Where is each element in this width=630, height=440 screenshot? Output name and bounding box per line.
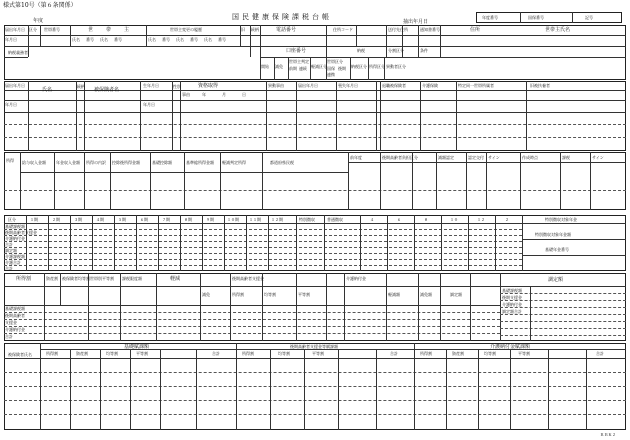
post-deduction-label: 控除後所得金額 — [112, 160, 140, 165]
member-loss-label: 喪失年月日 — [338, 83, 358, 88]
sub-name-8: 氏名 — [204, 37, 212, 42]
calc-per-capita-label: 被保険者均等割 — [62, 276, 90, 281]
retired-insured-label: 退職被保険者 — [382, 83, 406, 88]
taxation-label: 課税 — [562, 155, 570, 160]
right-month-2: ２ — [505, 217, 509, 222]
notice-no-label: 通知書番号 — [420, 27, 440, 32]
qualification-label: 資格取得 — [198, 83, 219, 89]
former-dependent-label: 旧被扶養者 — [530, 83, 550, 88]
start-label: 開始 — [261, 64, 269, 69]
sub-name-0: 氏名 — [72, 37, 80, 42]
account-no-label: 口座番号 — [286, 48, 307, 54]
b-sub-7: 平等割 — [312, 351, 324, 356]
reduction-cert-label: 減額認定 — [438, 155, 454, 160]
b-sub-0: 所得割 — [46, 351, 58, 356]
form-number: 様式第10号（第６条関係） — [3, 2, 77, 9]
sub-name-1: 番号 — [86, 37, 94, 42]
address-label: 住所 — [470, 27, 481, 33]
right-month-12: １２ — [477, 217, 485, 222]
b-sub-10: 資産割 — [452, 351, 464, 356]
calc-income-label: 所得割 — [16, 276, 32, 282]
page-title: 国民健康保険課税台帳 — [232, 13, 332, 21]
inst-row-4: 調定額 — [5, 248, 17, 253]
period-6: ６期 — [140, 217, 148, 222]
light-judge-income-label: 軽減判定所得 — [222, 160, 246, 165]
calc-right-title: 調定額 — [548, 277, 564, 283]
installment-class-label: 区分 — [8, 217, 16, 222]
sub-name-5: 番号 — [162, 37, 170, 42]
calc-household-flat-label: 世帯別平等割 — [90, 276, 114, 281]
inst-row-0: 基礎課税額 — [5, 224, 25, 229]
right-month-8: ８ — [424, 217, 428, 222]
sign-label-1: サイン — [488, 155, 500, 160]
right-month-4: ４ — [370, 217, 374, 222]
right-month-6: ６ — [397, 217, 401, 222]
row2-sub-4: 連携 — [327, 72, 335, 77]
bottom-late-label: 後期高齢者支援金等賦課額 — [290, 344, 338, 349]
calc-reduction-label: 軽減 — [170, 276, 181, 282]
b-sub-9: 所得割 — [420, 351, 432, 356]
late-elderly-label: 後期高齢者負担区分 — [382, 155, 418, 160]
split-label: 分割区分 — [388, 48, 404, 53]
prev-year-label: 前年度 — [350, 155, 362, 160]
period-5: ５期 — [118, 217, 126, 222]
householder-history-label: 世帯主変更の履歴 — [170, 27, 202, 32]
calc-row-2: 支援金 — [5, 320, 17, 325]
calc-income2-label: 所得割 — [232, 292, 244, 297]
member-relation-label: 続柄 — [77, 84, 85, 89]
reduction-label: 減免 — [275, 64, 283, 69]
period-2: ２期 — [52, 217, 60, 222]
year-label: 年度 — [33, 18, 44, 24]
period-12: １２期 — [271, 217, 283, 222]
calc-exemption-amount-label: 減免額 — [420, 292, 432, 297]
cert-issue-label: 認定交付 — [468, 155, 484, 160]
row2-sub-3: 連続 — [299, 66, 307, 71]
tax-class-label: 納税区分 — [351, 64, 367, 69]
old-label: 旧 — [241, 27, 245, 32]
b-sub-2: 均等割 — [106, 351, 118, 356]
period-11: １１期 — [249, 217, 261, 222]
creation-point-label: 作成時点 — [522, 155, 538, 160]
sub-name-6: 氏名 — [176, 37, 184, 42]
b-sub-5: 所得割 — [242, 351, 254, 356]
period-1: １期 — [30, 217, 38, 222]
split2-label: 条件 — [420, 48, 428, 53]
calc-assessed-label: 調定額 — [450, 292, 462, 297]
period-9: ９期 — [206, 217, 214, 222]
sub-name-4: 氏名 — [148, 37, 156, 42]
b-sub-4: 合計 — [212, 351, 220, 356]
b-sub-11: 均等割 — [484, 351, 496, 356]
prefectural-tax-label: 都道府県民税 — [270, 160, 294, 165]
calc-right-1: 後期支援金 — [502, 295, 522, 300]
period-10: １０期 — [227, 217, 239, 222]
loss-label: 区分 — [29, 27, 37, 32]
calc-row-1: 後期高齢者 — [5, 313, 25, 318]
bottom-name-label: 被保険者氏名 — [8, 352, 32, 357]
birth-date-label: 生年月日 — [143, 83, 159, 88]
normal-collection-label: 普通徴収 — [327, 217, 343, 222]
kokuho-no-label: 国保番号 — [528, 15, 544, 20]
b-sub-3: 平等割 — [136, 351, 148, 356]
birth-ymd: 年月日 — [143, 102, 155, 107]
salary-income-label: 給与収入金額 — [22, 160, 46, 165]
period-4: ４期 — [96, 217, 104, 222]
changer-class-label: 異動者区分 — [386, 64, 406, 69]
householder-label-3: 主 — [124, 27, 130, 33]
income-breakdown-label: 所得の内訳 — [86, 160, 106, 165]
inst-row-3: 合計 — [5, 242, 13, 247]
specific-household-label: 特定同一世帯所属者 — [458, 83, 494, 88]
basic-deduction-label: 基礎控除額 — [152, 160, 172, 165]
calc-light-amount-label: 軽減額 — [388, 292, 400, 297]
household-no-label: 世帯番号 — [44, 27, 60, 32]
calc-right-0: 基礎課税額 — [502, 288, 522, 293]
householder-label-1: 世 — [88, 27, 94, 33]
calc-row-0: 基礎課税額 — [5, 306, 25, 311]
b-sub-6: 均等割 — [278, 351, 290, 356]
sub-month-0: 月 — [222, 92, 226, 97]
light-class-label: 軽減区分 — [311, 64, 327, 69]
calc-exemption-label: 減免 — [202, 292, 210, 297]
income-class-label: 所得区分 — [369, 64, 385, 69]
inst-row-1: 後期高齢者支援金 — [5, 230, 37, 235]
special-pension-amount: 特別徴収対象年金額 — [535, 232, 571, 237]
householder-name-label: 世帯主氏名 — [545, 27, 571, 33]
income-label: 所得 — [6, 158, 14, 163]
insured-name-label: 被保険者名 — [94, 87, 120, 93]
sub-name-9: 番号 — [218, 37, 226, 42]
row2-sub-2: 前期 — [289, 66, 297, 71]
calc-row-3: 介護納付金 — [5, 327, 25, 332]
sign-label-2: サイン — [592, 155, 604, 160]
member-filing2-label: 届出年月日 — [298, 83, 318, 88]
calc-asset-label: 資産割 — [46, 276, 58, 281]
inst-row-6: 介護合計 — [5, 260, 21, 265]
calc-per-capita2-label: 均等割 — [264, 292, 276, 297]
sub-reason-0: 事由 — [182, 92, 190, 97]
calc-right-3: 調定額合計 — [502, 309, 522, 314]
household-section — [4, 25, 626, 80]
filing-date-ymd: 年月日 — [5, 37, 17, 42]
period-7: ７期 — [162, 217, 170, 222]
calc-right-2: 介護納付金 — [502, 302, 522, 307]
year-no-label: 年度番号 — [482, 15, 498, 20]
row2-sub-1: 後期 — [338, 66, 346, 71]
b-sub-8: 合計 — [390, 351, 398, 356]
taxpayer-label: 納税義務者 — [8, 50, 28, 55]
sex-label: 性別 — [173, 84, 181, 89]
sub-name-2: 氏名 — [100, 37, 108, 42]
row2-sub-0: 国保 — [327, 66, 335, 71]
householder-judge-label: 世帯主判定 — [289, 59, 309, 64]
inst-row-2: 介護納付金 — [5, 236, 25, 241]
calc-row-4: 合計 — [5, 334, 13, 339]
member-filing-label: 届出年月日 — [5, 83, 25, 88]
basic-pension-no: 基礎年金番号 — [545, 247, 569, 252]
b-sub-13: 合計 — [596, 351, 604, 356]
calc-flat2-label: 平等割 — [298, 292, 310, 297]
special-pension-title: 特別徴収対象年金 — [545, 217, 577, 222]
sub-day-0: 日 — [242, 92, 246, 97]
b-sub-12: 平等割 — [518, 351, 530, 356]
b-sub-1: 資産割 — [76, 351, 88, 356]
period-8: ８期 — [184, 217, 192, 222]
special-collection-label: 特別徴収 — [299, 217, 315, 222]
created-date-label: 抽出年月日 — [403, 19, 429, 25]
filing-date-label: 届出年月日 — [5, 27, 25, 32]
payment-label: 納税 — [357, 48, 365, 53]
calc-limit-label: 課税限度額 — [122, 276, 142, 281]
period-3: ３期 — [74, 217, 82, 222]
householder-label-2: 帯 — [106, 27, 112, 33]
basic-total-income-label: 基準総所得金額 — [186, 160, 214, 165]
inst-row-7: 合計 — [5, 266, 13, 271]
address-code-label: 住所コード — [333, 27, 353, 32]
relation-label: 続柄 — [251, 27, 259, 32]
care-insurance-label: 介護保険 — [422, 83, 438, 88]
change-reason-label: 異動事由 — [268, 83, 284, 88]
sub-year-0: 年 — [202, 92, 206, 97]
send-address-label: 送付先住所 — [388, 27, 408, 32]
phone-label: 電話番号 — [276, 27, 297, 33]
household-class-label: 世帯区分 — [327, 59, 343, 64]
inst-row-5: 介護課税額 — [5, 254, 25, 259]
footer-code: ＲＢＫ２ — [600, 432, 616, 437]
bottom-basic-label: 基礎賦課額 — [124, 344, 150, 350]
sub-name-3: 番号 — [114, 37, 122, 42]
symbol-label: 記号 — [585, 15, 593, 20]
calc-care-label: 介護納付金 — [346, 276, 366, 281]
member-ymd-label: 年月日 — [5, 102, 17, 107]
right-month-10: １０ — [450, 217, 458, 222]
pension-income-label: 年金収入金額 — [56, 160, 80, 165]
bottom-care-label: 介護納付金賦課額 — [490, 344, 531, 350]
calc-late-support-label: 後期高齢者支援金 — [232, 276, 264, 281]
sub-name-7: 番号 — [190, 37, 198, 42]
member-name-label: 氏名 — [42, 87, 53, 93]
